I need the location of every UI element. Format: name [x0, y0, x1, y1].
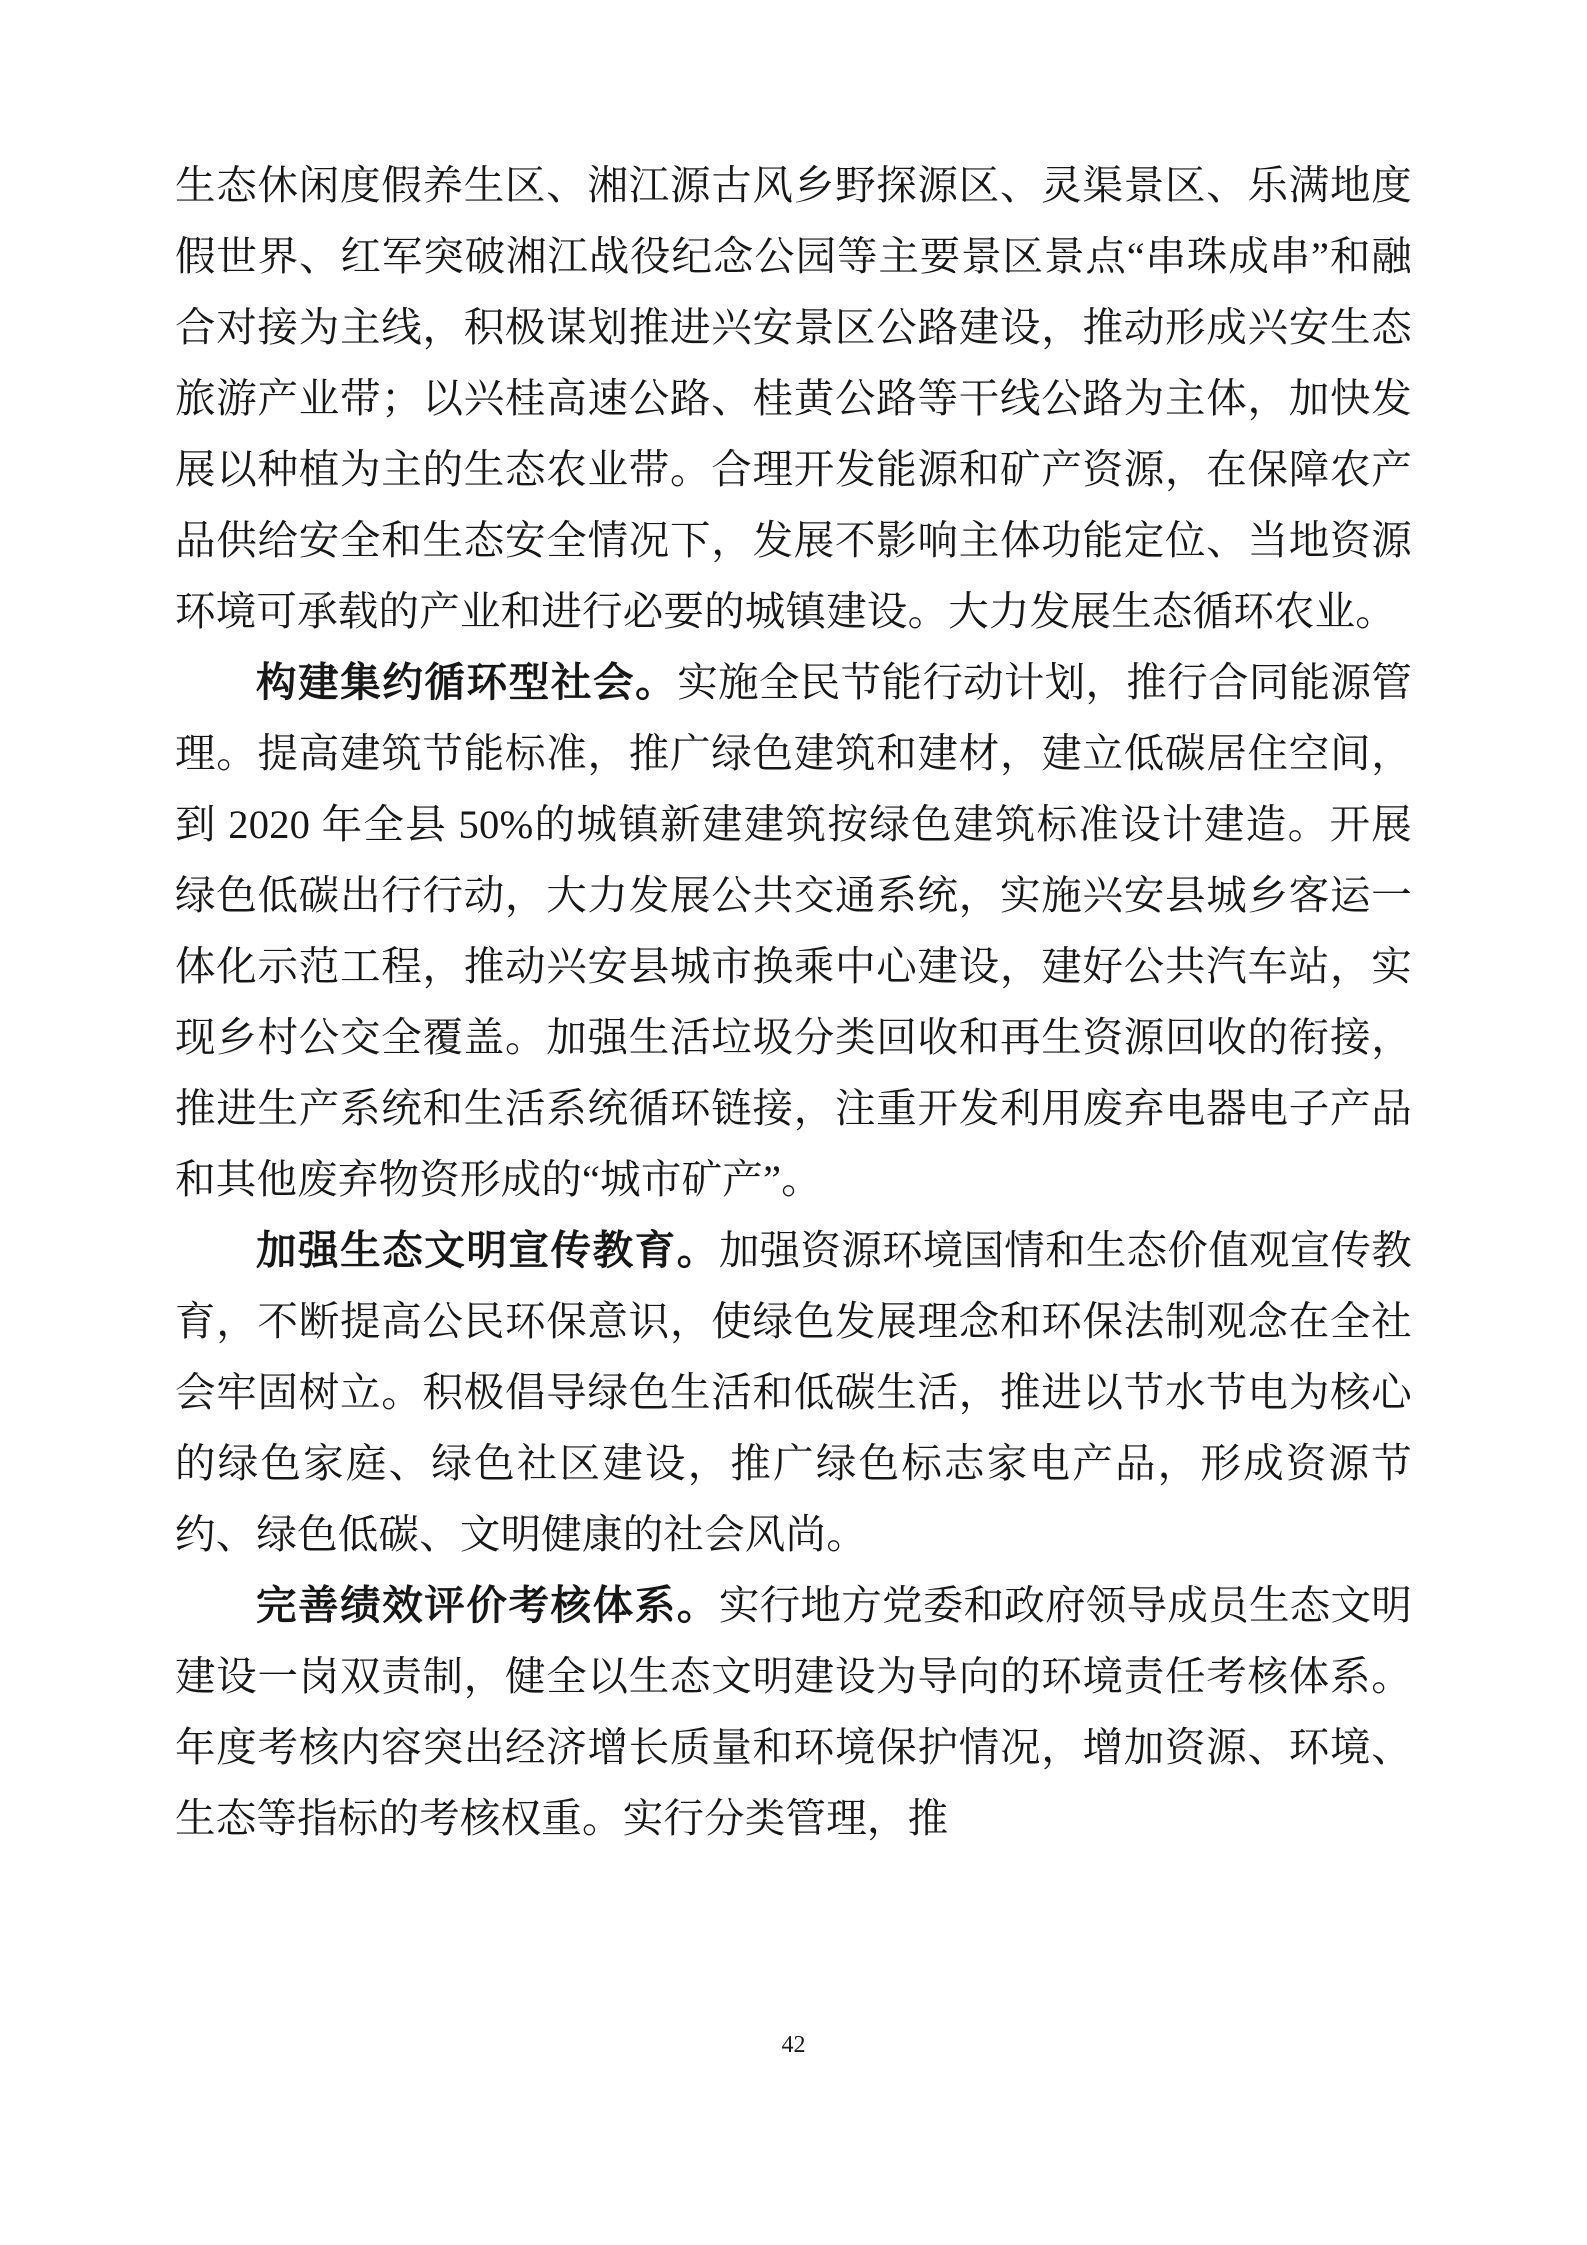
- page-body: [175, 150, 1412, 1854]
- paragraph-3-text: 加强资源环境国情和生态价值观宣传教育，不断提高公民环保意识，使绿色发展理念和环保法制观念在全社会牢固树立。积极倡导绿色生活和低碳生活，推进以节水节电为核心的绿色家庭、绿色社区建设，推广绿色标志家电产品，形成资源节约、绿色低碳、文明健康的社会风尚。: [175, 1228, 1412, 1557]
- paragraph-1: [175, 150, 1412, 647]
- paragraph-1-text: 生态休闲度假养生区、湘江源古风乡野探源区、灵渠景区、乐满地度假世界、红军突破湘江战役纪念公园等主要景区景点“串珠成串”和融合对接为主线，积极谋划推进兴安景区公路建设，推动形成兴安生态旅游产业带；以兴桂高速公路、桂黄公路等干线公路为主体，加快发展以种植为主的生态农业带。合理开发能源和矿产资源，在保障农产品供给安全和生态安全情况下，发展不影响主体功能定位、当地资源环境可承载的产业和进行必要的城镇建设。大力发展生态循环农业。: [175, 163, 1412, 634]
- paragraph-4: [175, 1570, 1412, 1854]
- paragraph-2-lead: 构建集约循环型社会。: [256, 660, 678, 705]
- paragraph-4-text: 实行地方党委和政府领导成员生态文明建设一岗双责制，健全以生态文明建设为导向的环境责任考核体系。年度考核内容突出经济增长质量和环境保护情况，增加资源、环境、生态等指标的考核权重。实行分类管理，推: [175, 1583, 1412, 1841]
- paragraph-4-lead: 完善绩效评价考核体系。: [256, 1583, 719, 1628]
- paragraph-3: [175, 1215, 1412, 1570]
- page-number: 42: [781, 2032, 806, 2058]
- paragraph-2-text: 实施全民节能行动计划，推行合同能源管理。提高建筑节能标准，推广绿色建筑和建材，建立低碳居住空间，到 2020 年全县 50%的城镇新建建筑按绿色建筑标准设计建造。开展绿色低碳出行行动，大力发展公共交通系统，实施兴安县城乡客运一体化示范工程，推动兴安县城市换乘中心建设，建好公共汽车站，实现乡村公交全覆盖。加强生活垃圾分类回收和再生资源回收的衔接，推进生产系统和生活系统循环链接，注重开发利用废弃电器电子产品和其他废弃物资形成的“城市矿产”。: [175, 660, 1412, 1202]
- paragraph-3-lead: 加强生态文明宣传教育。: [256, 1228, 719, 1273]
- paragraph-2: [175, 647, 1412, 1215]
